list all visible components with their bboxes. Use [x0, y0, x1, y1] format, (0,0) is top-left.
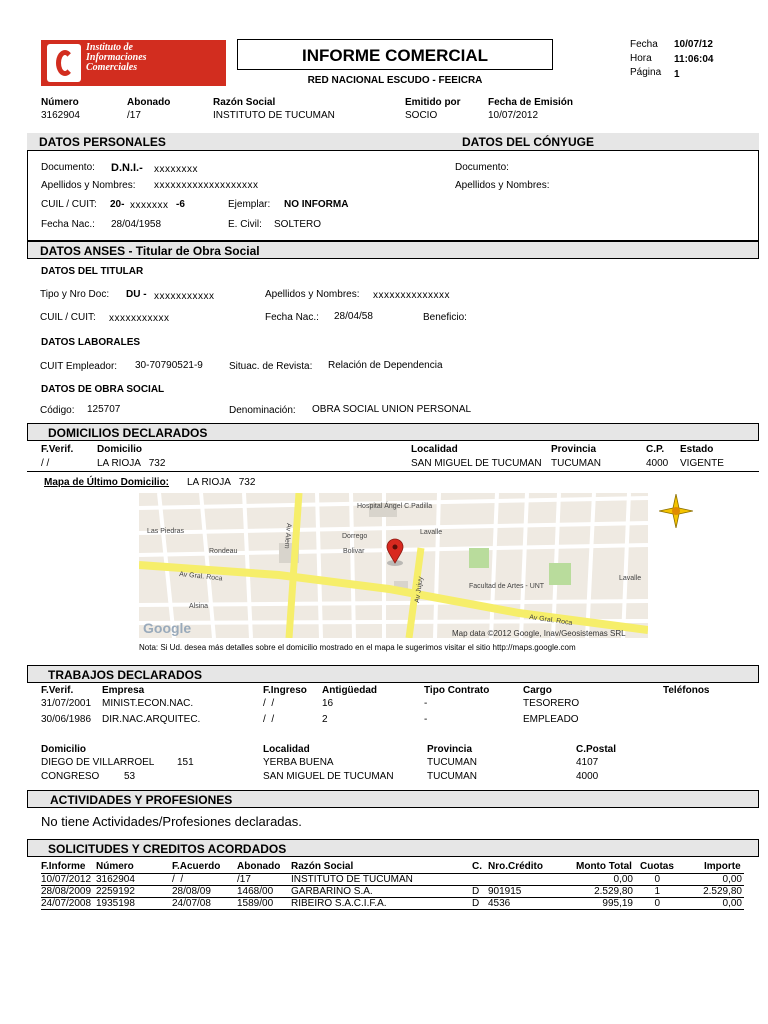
fecha-nac-value: 28/04/1958 — [111, 219, 162, 230]
domicilios-rule — [27, 471, 759, 472]
ejemplar-label: Ejemplar: — [228, 199, 271, 210]
hora-value: 11:06:04 — [674, 54, 714, 65]
trab-cell: / / — [263, 698, 275, 709]
trab-dom-cell: TUCUMAN — [427, 771, 477, 782]
map-note: Nota: Si Ud. desea más detalles sobre el domicilio mostrado en el mapa le sugerimos visitar el sitio http://maps.google.com — [139, 643, 576, 652]
cuit-empleador-label: CUIT Empleador: — [40, 361, 118, 372]
documento-label: Documento: — [41, 162, 95, 173]
documento-type: D.N.I.- — [111, 162, 143, 174]
titular-fnac-label: Fecha Nac.: — [265, 312, 319, 323]
actividades-text: No tiene Actividades/Profesiones declaradas. — [41, 814, 302, 829]
address-map[interactable] — [139, 493, 648, 638]
map-street: Las Piedras — [147, 528, 184, 535]
sol-col-abonado: Abonado — [237, 861, 281, 872]
titular-cuil-label: CUIL / CUIT: — [40, 312, 96, 323]
report-title: INFORME COMERCIAL — [301, 46, 489, 65]
sol-cell: / / — [172, 874, 184, 885]
cuit-empleador-value: 30-70790521-9 — [135, 360, 203, 371]
cuil-suffix: -6 — [176, 199, 185, 210]
trab-dom-cell: 4000 — [576, 771, 599, 782]
revista-label: Situac. de Revista: — [229, 361, 313, 372]
map-poi: Facultad de Artes - UNT — [469, 583, 545, 590]
laborales-title: DATOS LABORALES — [41, 337, 141, 348]
sol-cell: 1935198 — [96, 898, 135, 909]
dom-col-cp: C.P. — [646, 444, 665, 455]
pagina-value: 1 — [674, 69, 680, 80]
ejemplar-value: NO INFORMA — [284, 199, 349, 210]
sol-col-c: C. — [472, 861, 482, 872]
ecivil-label: E. Civil: — [228, 219, 262, 230]
sol-cell: 28/08/2009 — [41, 886, 92, 897]
sol-cell: 1468/00 — [237, 886, 274, 897]
map-street: Lavalle — [420, 529, 443, 536]
titular-apellidos-value: xxxxxxxxxxxxxx — [373, 290, 450, 301]
sol-cell: 4536 — [488, 898, 511, 909]
map-street: Av Gral. Roca — [528, 614, 573, 628]
dom-cell: 4000 — [646, 458, 669, 469]
map-graphic — [139, 493, 648, 638]
compass-icon — [659, 494, 693, 528]
numero-label: Número — [41, 97, 79, 108]
numero-value: 3162904 — [41, 110, 80, 121]
conyuge-title: DATOS DEL CÓNYUGE — [462, 135, 595, 149]
razon-label: Razón Social — [213, 97, 276, 108]
obra-social-title: DATOS DE OBRA SOCIAL — [41, 384, 165, 395]
trab-dom-cell: YERBA BUENA — [263, 757, 334, 768]
fecha-label: Fecha — [630, 39, 658, 50]
dom-cell: TUCUMAN — [551, 458, 601, 469]
sol-col-nrocredito: Nro.Crédito — [488, 861, 543, 872]
trab-cell: 31/07/2001 — [41, 698, 92, 709]
sol-col-facuerdo: F.Acuerdo — [172, 861, 221, 872]
trab-cell: - — [424, 714, 428, 725]
sol-cell: 1 — [654, 886, 660, 897]
logo-text — [86, 43, 147, 73]
sol-cell: 2.529,80 — [594, 886, 633, 897]
map-brand: Google — [143, 620, 192, 636]
solicitudes-title: SOLICITUDES Y CREDITOS ACORDADOS — [48, 842, 287, 856]
sol-col-razon: Razón Social — [291, 861, 354, 872]
emitido-label: Emitido por — [405, 97, 461, 108]
sol-cell: 0,00 — [722, 874, 742, 885]
emitido-value: SOCIO — [405, 110, 438, 121]
dom-cell: SAN MIGUEL DE TUCUMAN — [411, 458, 542, 469]
cuil-label: CUIL / CUIT: — [41, 199, 97, 210]
titular-fnac-value: 28/04/58 — [334, 311, 373, 322]
sol-cell: 3162904 — [96, 874, 135, 885]
dom-col-fverif: F.Verif. — [41, 444, 74, 455]
dom-cell: / / — [41, 458, 50, 469]
conyuge-documento-label: Documento: — [455, 162, 509, 173]
map-street: Av Jujuy — [414, 576, 425, 604]
trab-dom-col-cpostal: C.Postal — [576, 744, 617, 755]
map-poi: Hospital Ángel C.Padilla — [357, 503, 433, 510]
sol-cell: D — [472, 898, 480, 909]
trab-dom-cell: 4107 — [576, 757, 599, 768]
trab-cell: 30/06/1986 — [41, 714, 92, 725]
trab-dom-cell: DIEGO DE VILLARROEL — [41, 757, 155, 768]
fecha-emision-label: Fecha de Emisión — [488, 97, 574, 108]
trab-dom-col-domicilio: Domicilio — [41, 744, 87, 755]
map-street: Dorrego — [342, 533, 368, 540]
fecha-nac-label: Fecha Nac.: — [41, 219, 95, 230]
trab-cell: 16 — [322, 698, 334, 709]
mapa-value: LA RIOJA 732 — [187, 477, 256, 488]
sol-cell: INSTITUTO DE TUCUMAN — [291, 874, 413, 885]
sol-cell: 1589/00 — [237, 898, 274, 909]
fecha-value: 10/07/12 — [674, 39, 713, 50]
sol-cell: 24/07/2008 — [41, 898, 92, 909]
trab-col-fingreso: F.Ingreso — [263, 685, 307, 696]
trabajos-title: TRABAJOS DECLARADOS — [48, 668, 203, 682]
trab-dom-cell: CONGRESO — [41, 771, 100, 782]
razon-value: INSTITUTO DE TUCUMAN — [213, 110, 335, 121]
dom-col-domicilio: Domicilio — [97, 444, 143, 455]
table-row — [41, 897, 744, 898]
sol-cell: 901915 — [488, 886, 522, 897]
map-street: Av Alem — [282, 522, 292, 549]
hora-label: Hora — [630, 53, 652, 64]
table-row — [41, 885, 744, 886]
trab-cell: / / — [263, 714, 275, 725]
revista-value: Relación de Dependencia — [328, 360, 443, 371]
trab-cell: TESORERO — [523, 698, 580, 709]
fecha-emision-value: 10/07/2012 — [488, 110, 539, 121]
logo-line: Comerciales — [86, 62, 138, 73]
sol-cell: 0,00 — [613, 874, 633, 885]
trab-cell: EMPLEADO — [523, 714, 579, 725]
pagina-label: Página — [630, 67, 662, 78]
trabajos-header — [27, 665, 759, 683]
trab-dom-col-provincia: Provincia — [427, 744, 473, 755]
dom-cell: LA RIOJA 732 — [97, 458, 166, 469]
report-subtitle: RED NACIONAL ESCUDO - FEEICRA — [307, 75, 483, 86]
report-title-box — [237, 39, 553, 70]
trab-col-empresa: Empresa — [102, 685, 145, 696]
domicilios-title: DOMICILIOS DECLARADOS — [48, 426, 208, 440]
conyuge-apellidos-label: Apellidos y Nombres: — [455, 180, 550, 191]
map-street: Alsina — [189, 603, 209, 610]
apellidos-label: Apellidos y Nombres: — [41, 180, 136, 191]
trab-col-fverif: F.Verif. — [41, 685, 74, 696]
domicilios-header — [27, 423, 759, 441]
map-credit: Map data ©2012 Google, Inav/Geosistemas SRL — [452, 629, 626, 638]
codigo-label: Código: — [40, 405, 75, 416]
map-street: Bolivar — [343, 548, 365, 555]
codigo-value: 125707 — [87, 404, 121, 415]
sol-col-numero: Número — [96, 861, 134, 872]
ecivil-value: SOLTERO — [274, 219, 322, 230]
dom-col-provincia: Provincia — [551, 444, 597, 455]
trab-cell: 2 — [322, 714, 328, 725]
sol-cell: RIBEIRO S.A.C.I.F.A. — [291, 898, 387, 909]
solicitudes-header — [27, 839, 759, 857]
trab-cell: MINIST.ECON.NAC. — [102, 698, 194, 709]
sol-col-finforme: F.Informe — [41, 861, 86, 872]
apellidos-value: xxxxxxxxxxxxxxxxxxx — [154, 180, 259, 191]
logo-line: Informaciones — [86, 52, 147, 63]
sol-cell: 10/07/2012 — [41, 874, 92, 885]
logo-icon — [47, 44, 81, 82]
actividades-header — [27, 790, 759, 808]
cuil-prefix: 20- — [110, 199, 125, 210]
sol-col-cuotas: Cuotas — [640, 861, 674, 872]
dom-col-localidad: Localidad — [411, 444, 458, 455]
tipodoc-label: Tipo y Nro Doc: — [40, 289, 110, 300]
trab-col-tipo: Tipo Contrato — [424, 685, 490, 696]
tipodoc-value: xxxxxxxxxxx — [154, 291, 215, 302]
dom-cell: VIGENTE — [680, 458, 724, 469]
sol-cell: 995,19 — [602, 898, 633, 909]
trab-dom-cell: 151 — [177, 757, 194, 768]
sol-cell: GARBARINO S.A. — [291, 886, 373, 897]
denominacion-value: OBRA SOCIAL UNION PERSONAL — [312, 404, 472, 415]
table-row — [41, 909, 744, 910]
sol-cell: 0,00 — [722, 898, 742, 909]
documento-value: xxxxxxxx — [154, 164, 198, 175]
mapa-label: Mapa de Último Domicilio: — [44, 477, 170, 488]
sol-cell: 2.529,80 — [703, 886, 742, 897]
personales-title: DATOS PERSONALES — [39, 135, 166, 149]
trab-cell: DIR.NAC.ARQUITEC. — [102, 714, 201, 725]
anses-header — [27, 241, 759, 259]
trab-dom-cell: 53 — [124, 771, 136, 782]
trab-cell: - — [424, 698, 428, 709]
trab-col-cargo: Cargo — [523, 685, 552, 696]
abonado-value: /17 — [127, 110, 141, 121]
sol-cell: 0 — [654, 874, 660, 885]
trab-dom-cell: TUCUMAN — [427, 757, 477, 768]
sol-cell: 24/07/08 — [172, 898, 211, 909]
sol-cell: D — [472, 886, 480, 897]
trab-dom-cell: SAN MIGUEL DE TUCUMAN — [263, 771, 394, 782]
trab-dom-col-localidad: Localidad — [263, 744, 310, 755]
map-pin-icon[interactable] — [387, 539, 403, 566]
anses-title: DATOS ANSES - Titular de Obra Social — [40, 244, 260, 258]
map-street: Rondeau — [209, 548, 238, 555]
actividades-title: ACTIVIDADES Y PROFESIONES — [50, 793, 233, 807]
denominacion-label: Denominación: — [229, 405, 296, 416]
map-street: Av Gral. Roca — [178, 571, 223, 583]
titular-cuil-value: xxxxxxxxxxx — [109, 313, 170, 324]
titular-apellidos-label: Apellidos y Nombres: — [265, 289, 360, 300]
titular-title: DATOS DEL TITULAR — [41, 266, 144, 277]
cuil-value: xxxxxxx — [130, 200, 169, 211]
dom-col-estado: Estado — [680, 444, 714, 455]
personales-header — [27, 133, 759, 151]
sol-cell: /17 — [237, 874, 251, 885]
beneficio-label: Beneficio: — [423, 312, 467, 323]
sol-col-monto: Monto Total — [576, 861, 632, 872]
map-street: Lavalle — [619, 575, 642, 582]
abonado-label: Abonado — [127, 97, 171, 108]
sol-col-importe: Importe — [704, 861, 741, 872]
logo-line: Instituto de — [86, 42, 133, 53]
institute-logo — [41, 40, 226, 86]
sol-cell: 28/08/09 — [172, 886, 211, 897]
tipodoc-type: DU - — [126, 289, 147, 300]
trab-col-antiguedad: Antigüedad — [322, 685, 377, 696]
sol-cell: 2259192 — [96, 886, 135, 897]
sol-cell: 0 — [654, 898, 660, 909]
trab-col-telefonos: Teléfonos — [663, 685, 710, 696]
